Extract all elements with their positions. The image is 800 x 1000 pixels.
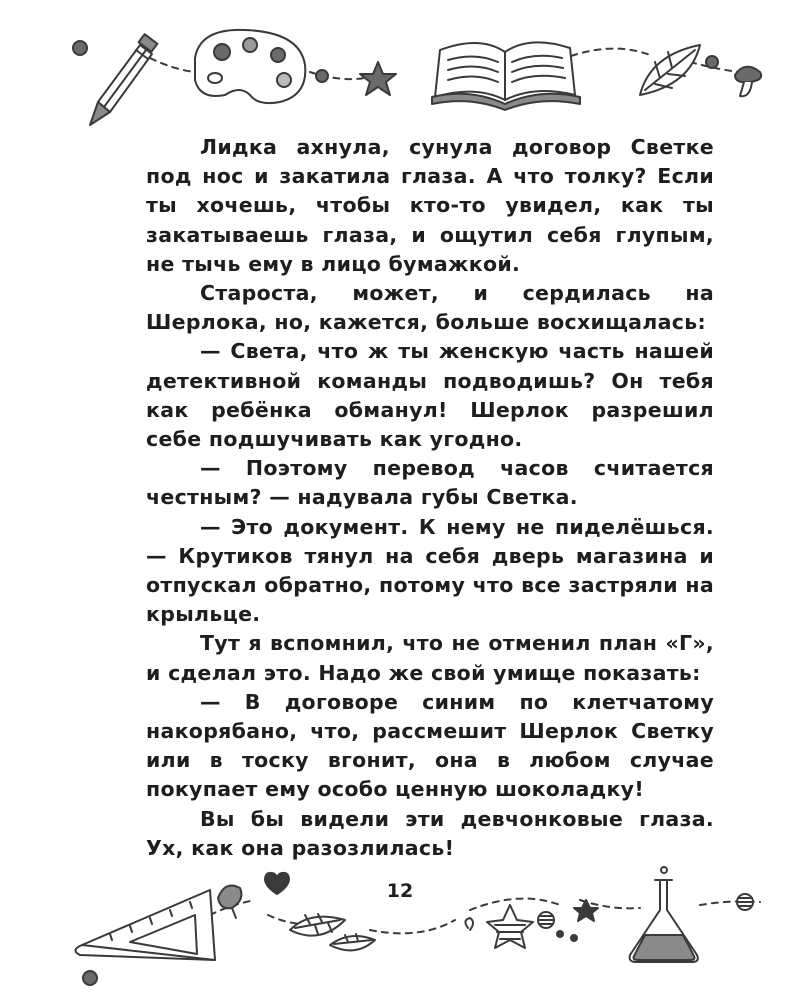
paragraph: — Это документ. К нему не пиделёшься. — Крутиков тянул на себя дверь магазина и отпускал обратно, потому что все застряли на крыльце. (146, 514, 714, 627)
paragraph: — Света, что ж ты женскую часть нашей детективной команды подводишь? Он тебя как ребёнка обманул! Шерлок разрешил себе подшучивать как угодно. (146, 339, 714, 452)
pencil-icon (90, 34, 157, 125)
paragraph: — В договоре синим по клетчатому накорябано, что, рассмешит Шерлок Светку или в тоску вгонит, она в любом случае покупает ему особо ценную шоколадку! (146, 689, 714, 802)
star-icon (487, 905, 533, 948)
palette-icon (195, 30, 305, 103)
leaf-icon (640, 45, 700, 95)
acorn-icon (218, 886, 241, 918)
body-text (146, 133, 714, 863)
swirl-icon (465, 918, 473, 930)
leaf-icon (290, 914, 345, 936)
leaf-icon (330, 934, 375, 950)
paragraph: Лидка ахнула, сунула договор Светке под нос и закатила глаза. А что толку? Если ты хочешь, чтобы кто-то увидел, как ты закатываешь глаза, и ощутил себя глупым, не тычь ему в лицо бумажкой. (146, 135, 714, 276)
page-number: 12 (386, 880, 414, 902)
bead-icon (73, 41, 87, 55)
book-icon (432, 42, 580, 110)
star-icon (360, 62, 396, 95)
paragraph: — Поэтому перевод часов считается честным? — надувала губы Светка. (146, 456, 714, 510)
mushroom-icon (735, 67, 761, 97)
paragraph: Староста, может, и сердилась на Шерлока, но, кажется, больше восхищалась: (146, 281, 714, 335)
header-doodles (0, 0, 800, 140)
bead-icon (83, 971, 97, 985)
bead-icon (706, 56, 718, 68)
ruler-triangle-icon (75, 890, 215, 960)
paragraph: Вы бы видели эти девчонковые глаза. Ух, как она разозлилась! (146, 806, 714, 860)
dot-icon (557, 931, 563, 937)
dot-icon (571, 935, 577, 941)
bead-icon (316, 70, 328, 82)
heart-icon (265, 873, 289, 894)
paragraph: Тут я вспомнил, что не отменил план «Г», и сделал это. Надо же свой умище показать: (146, 631, 714, 685)
flask-icon (630, 867, 698, 962)
footer-doodles (0, 860, 800, 1000)
